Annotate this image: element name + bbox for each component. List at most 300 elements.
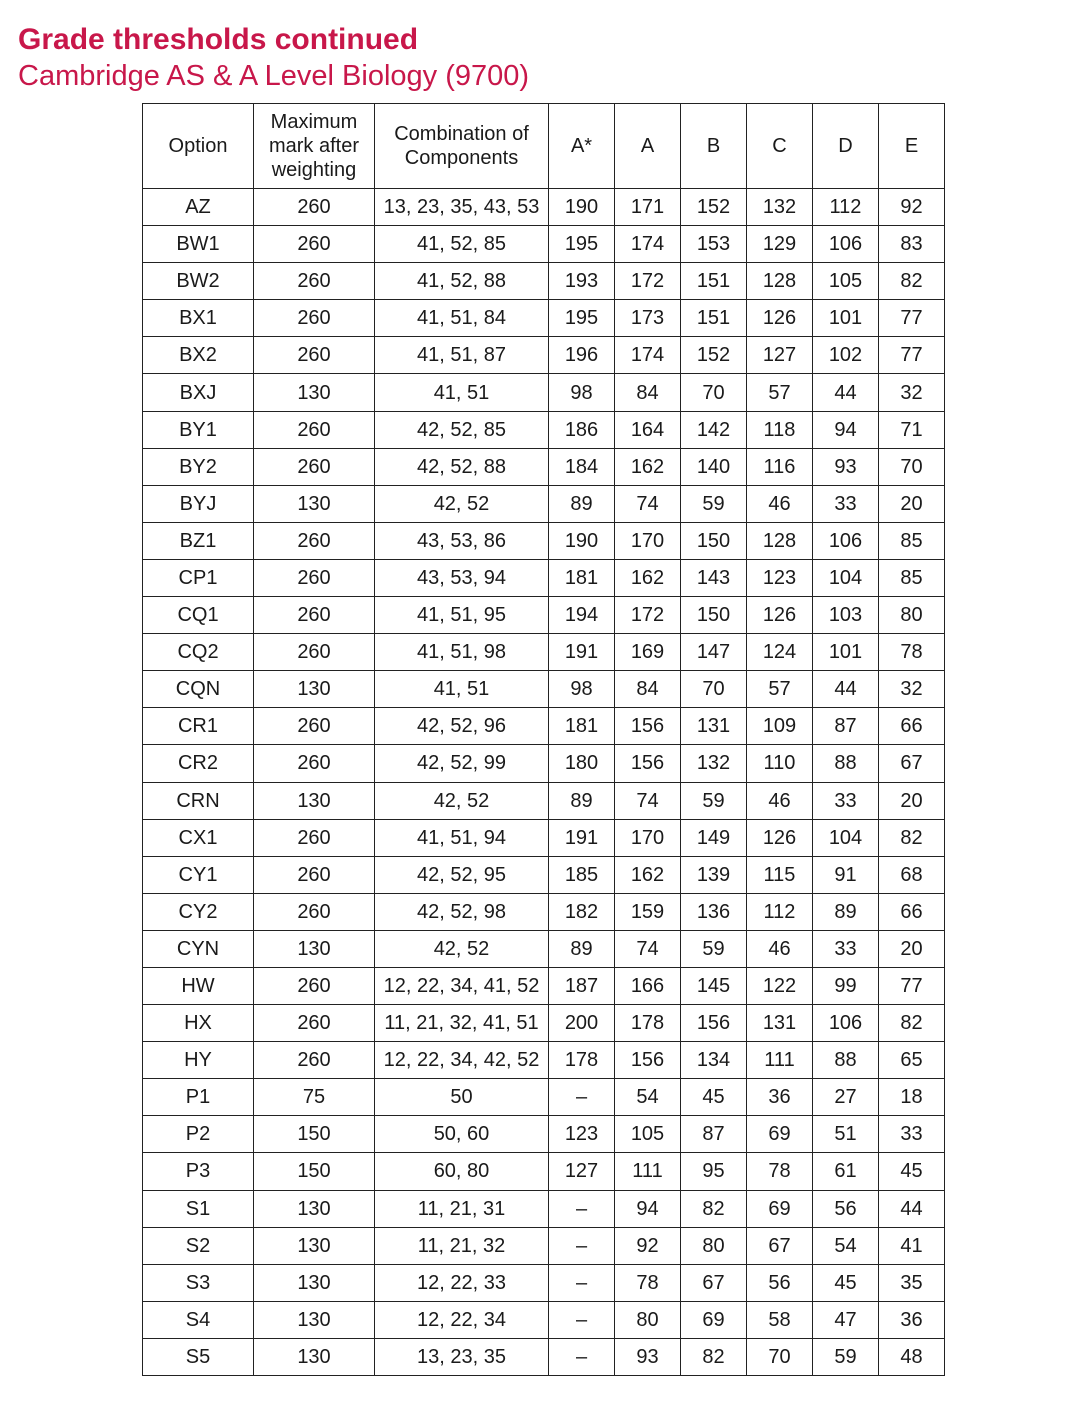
cell-grade-a-star: 123 — [549, 1116, 615, 1153]
cell-grade-d: 106 — [813, 1005, 879, 1042]
cell-combination: 42, 52 — [375, 485, 549, 522]
cell-grade-b: 70 — [681, 671, 747, 708]
cell-grade-a-star: 181 — [549, 708, 615, 745]
cell-grade-d: 101 — [813, 300, 879, 337]
cell-grade-a-star: 195 — [549, 300, 615, 337]
cell-grade-c: 110 — [747, 745, 813, 782]
cell-grade-d: 44 — [813, 671, 879, 708]
cell-max-mark: 260 — [254, 1042, 375, 1079]
cell-grade-d: 61 — [813, 1153, 879, 1190]
cell-max-mark: 260 — [254, 634, 375, 671]
cell-grade-e: 82 — [879, 819, 945, 856]
cell-grade-d: 106 — [813, 522, 879, 559]
cell-combination: 42, 52, 99 — [375, 745, 549, 782]
cell-max-mark: 130 — [254, 485, 375, 522]
cell-grade-a: 78 — [615, 1264, 681, 1301]
table-row — [143, 374, 945, 411]
cell-option: P2 — [143, 1116, 254, 1153]
cell-grade-d: 59 — [813, 1338, 879, 1375]
cell-grade-d: 103 — [813, 597, 879, 634]
cell-grade-e: 20 — [879, 485, 945, 522]
cell-grade-a-star: – — [549, 1338, 615, 1375]
cell-grade-b: 59 — [681, 782, 747, 819]
cell-combination: 13, 23, 35 — [375, 1338, 549, 1375]
cell-grade-a: 169 — [615, 634, 681, 671]
cell-grade-e: 45 — [879, 1153, 945, 1190]
cell-option: BX1 — [143, 300, 254, 337]
cell-combination: 41, 51, 84 — [375, 300, 549, 337]
cell-option: S3 — [143, 1264, 254, 1301]
table-row — [143, 782, 945, 819]
cell-max-mark: 260 — [254, 337, 375, 374]
header-max-mark-line: mark after — [268, 135, 360, 157]
cell-grade-d: 101 — [813, 634, 879, 671]
cell-max-mark: 130 — [254, 671, 375, 708]
cell-grade-b: 134 — [681, 1042, 747, 1079]
cell-grade-b: 156 — [681, 1005, 747, 1042]
cell-grade-c: 126 — [747, 597, 813, 634]
cell-grade-a-star: 180 — [549, 745, 615, 782]
table-row — [143, 1153, 945, 1190]
cell-grade-a: 174 — [615, 226, 681, 263]
table-row — [143, 263, 945, 300]
cell-combination: 42, 52, 88 — [375, 448, 549, 485]
table-row — [143, 1005, 945, 1042]
cell-grade-b: 59 — [681, 485, 747, 522]
cell-grade-b: 136 — [681, 893, 747, 930]
cell-grade-c: 67 — [747, 1227, 813, 1264]
table-header-row — [143, 104, 945, 189]
cell-grade-a: 105 — [615, 1116, 681, 1153]
cell-grade-e: 20 — [879, 782, 945, 819]
cell-option: CX1 — [143, 819, 254, 856]
cell-combination: 41, 51, 94 — [375, 819, 549, 856]
table-row — [143, 1338, 945, 1375]
cell-combination: 50, 60 — [375, 1116, 549, 1153]
cell-option: HY — [143, 1042, 254, 1079]
cell-grade-c: 46 — [747, 930, 813, 967]
header-grade-d: D — [813, 104, 879, 189]
cell-grade-e: 77 — [879, 300, 945, 337]
header-max-mark — [254, 104, 375, 189]
table-row — [143, 337, 945, 374]
cell-grade-e: 44 — [879, 1190, 945, 1227]
cell-max-mark: 260 — [254, 559, 375, 596]
cell-grade-a-star: 127 — [549, 1153, 615, 1190]
cell-grade-b: 82 — [681, 1338, 747, 1375]
cell-option: BYJ — [143, 485, 254, 522]
table-row — [143, 1042, 945, 1079]
cell-grade-a: 156 — [615, 708, 681, 745]
cell-combination: 41, 51 — [375, 374, 549, 411]
cell-grade-d: 89 — [813, 893, 879, 930]
table-row — [143, 597, 945, 634]
cell-combination: 12, 22, 34 — [375, 1301, 549, 1338]
cell-option: HX — [143, 1005, 254, 1042]
cell-max-mark: 260 — [254, 226, 375, 263]
cell-combination: 42, 52, 98 — [375, 893, 549, 930]
cell-grade-c: 46 — [747, 485, 813, 522]
cell-option: CY1 — [143, 856, 254, 893]
cell-grade-a-star: – — [549, 1227, 615, 1264]
cell-option: CY2 — [143, 893, 254, 930]
cell-grade-c: 56 — [747, 1264, 813, 1301]
cell-grade-e: 80 — [879, 597, 945, 634]
cell-grade-b: 147 — [681, 634, 747, 671]
cell-grade-a: 92 — [615, 1227, 681, 1264]
cell-combination: 12, 22, 33 — [375, 1264, 549, 1301]
cell-grade-a-star: 190 — [549, 522, 615, 559]
cell-grade-a-star: 89 — [549, 782, 615, 819]
cell-grade-a: 162 — [615, 559, 681, 596]
cell-grade-e: 71 — [879, 411, 945, 448]
cell-option: BX2 — [143, 337, 254, 374]
cell-grade-b: 150 — [681, 522, 747, 559]
cell-grade-a: 164 — [615, 411, 681, 448]
cell-grade-e: 77 — [879, 337, 945, 374]
cell-option: S5 — [143, 1338, 254, 1375]
cell-grade-e: 78 — [879, 634, 945, 671]
cell-grade-c: 57 — [747, 671, 813, 708]
cell-grade-d: 33 — [813, 930, 879, 967]
table-row — [143, 300, 945, 337]
cell-grade-a: 84 — [615, 671, 681, 708]
cell-grade-d: 88 — [813, 745, 879, 782]
cell-grade-b: 150 — [681, 597, 747, 634]
page-title: Grade thresholds continued — [18, 23, 419, 56]
cell-combination: 12, 22, 34, 41, 52 — [375, 967, 549, 1004]
cell-combination: 41, 52, 88 — [375, 263, 549, 300]
cell-grade-a-star: 194 — [549, 597, 615, 634]
cell-grade-e: 82 — [879, 263, 945, 300]
table-row — [143, 411, 945, 448]
table-row — [143, 1079, 945, 1116]
cell-max-mark: 260 — [254, 1005, 375, 1042]
cell-max-mark: 130 — [254, 1227, 375, 1264]
cell-grade-c: 46 — [747, 782, 813, 819]
cell-grade-b: 143 — [681, 559, 747, 596]
cell-grade-c: 122 — [747, 967, 813, 1004]
cell-grade-c: 70 — [747, 1338, 813, 1375]
cell-grade-a-star: 89 — [549, 930, 615, 967]
cell-grade-a-star: 195 — [549, 226, 615, 263]
cell-option: CYN — [143, 930, 254, 967]
cell-combination: 41, 52, 85 — [375, 226, 549, 263]
table-row — [143, 708, 945, 745]
cell-combination: 41, 51, 95 — [375, 597, 549, 634]
cell-grade-a-star: 187 — [549, 967, 615, 1004]
cell-grade-e: 36 — [879, 1301, 945, 1338]
cell-combination: 42, 52, 95 — [375, 856, 549, 893]
cell-grade-c: 36 — [747, 1079, 813, 1116]
cell-grade-e: 68 — [879, 856, 945, 893]
cell-grade-a-star: 182 — [549, 893, 615, 930]
cell-grade-d: 33 — [813, 485, 879, 522]
cell-combination: 41, 51, 98 — [375, 634, 549, 671]
cell-grade-d: 33 — [813, 782, 879, 819]
cell-grade-b: 131 — [681, 708, 747, 745]
cell-grade-d: 91 — [813, 856, 879, 893]
cell-combination: 43, 53, 94 — [375, 559, 549, 596]
cell-grade-b: 153 — [681, 226, 747, 263]
cell-grade-d: 105 — [813, 263, 879, 300]
cell-grade-a: 174 — [615, 337, 681, 374]
cell-grade-d: 56 — [813, 1190, 879, 1227]
cell-grade-a: 94 — [615, 1190, 681, 1227]
cell-grade-d: 112 — [813, 189, 879, 226]
table-row — [143, 930, 945, 967]
cell-grade-a: 178 — [615, 1005, 681, 1042]
cell-grade-b: 142 — [681, 411, 747, 448]
cell-grade-c: 128 — [747, 522, 813, 559]
cell-option: AZ — [143, 189, 254, 226]
cell-grade-c: 57 — [747, 374, 813, 411]
cell-grade-b: 87 — [681, 1116, 747, 1153]
cell-grade-e: 70 — [879, 448, 945, 485]
cell-grade-c: 118 — [747, 411, 813, 448]
cell-max-mark: 260 — [254, 411, 375, 448]
cell-grade-a: 74 — [615, 930, 681, 967]
cell-grade-a: 93 — [615, 1338, 681, 1375]
cell-grade-d: 27 — [813, 1079, 879, 1116]
cell-option: BY1 — [143, 411, 254, 448]
cell-option: CQ1 — [143, 597, 254, 634]
cell-grade-a: 166 — [615, 967, 681, 1004]
cell-combination: 12, 22, 34, 42, 52 — [375, 1042, 549, 1079]
cell-option: CP1 — [143, 559, 254, 596]
table-body — [143, 189, 945, 1376]
table-row — [143, 485, 945, 522]
cell-combination: 50 — [375, 1079, 549, 1116]
cell-grade-c: 131 — [747, 1005, 813, 1042]
cell-grade-c: 112 — [747, 893, 813, 930]
cell-option: P3 — [143, 1153, 254, 1190]
cell-grade-b: 145 — [681, 967, 747, 1004]
cell-grade-b: 67 — [681, 1264, 747, 1301]
table-row — [143, 522, 945, 559]
cell-grade-a: 173 — [615, 300, 681, 337]
cell-grade-b: 69 — [681, 1301, 747, 1338]
cell-grade-b: 95 — [681, 1153, 747, 1190]
cell-grade-a-star: – — [549, 1190, 615, 1227]
cell-option: CR1 — [143, 708, 254, 745]
cell-combination: 41, 51 — [375, 671, 549, 708]
cell-grade-a-star: 190 — [549, 189, 615, 226]
cell-max-mark: 150 — [254, 1116, 375, 1153]
cell-combination: 60, 80 — [375, 1153, 549, 1190]
cell-grade-a: 74 — [615, 782, 681, 819]
cell-grade-e: 92 — [879, 189, 945, 226]
cell-combination: 11, 21, 32 — [375, 1227, 549, 1264]
table-row — [143, 819, 945, 856]
header-grade-b: B — [681, 104, 747, 189]
cell-max-mark: 130 — [254, 374, 375, 411]
cell-grade-e: 66 — [879, 708, 945, 745]
cell-grade-d: 88 — [813, 1042, 879, 1079]
cell-grade-d: 102 — [813, 337, 879, 374]
cell-grade-e: 66 — [879, 893, 945, 930]
cell-grade-a-star: 98 — [549, 374, 615, 411]
table-row — [143, 893, 945, 930]
cell-grade-e: 85 — [879, 559, 945, 596]
cell-grade-b: 151 — [681, 300, 747, 337]
cell-grade-a: 172 — [615, 263, 681, 300]
cell-grade-a: 170 — [615, 522, 681, 559]
cell-grade-a-star: – — [549, 1264, 615, 1301]
cell-grade-a: 54 — [615, 1079, 681, 1116]
cell-max-mark: 260 — [254, 856, 375, 893]
header-combination-line: Combination of — [394, 123, 529, 145]
cell-grade-c: 123 — [747, 559, 813, 596]
cell-grade-a: 156 — [615, 745, 681, 782]
cell-grade-b: 59 — [681, 930, 747, 967]
cell-max-mark: 130 — [254, 1301, 375, 1338]
page-subtitle: Cambridge AS & A Level Biology (9700) — [18, 60, 530, 92]
cell-option: CQ2 — [143, 634, 254, 671]
cell-option: S4 — [143, 1301, 254, 1338]
cell-grade-e: 67 — [879, 745, 945, 782]
cell-grade-a: 162 — [615, 448, 681, 485]
cell-grade-a-star: 98 — [549, 671, 615, 708]
cell-grade-c: 109 — [747, 708, 813, 745]
header-grade-e: E — [879, 104, 945, 189]
cell-grade-a: 111 — [615, 1153, 681, 1190]
cell-grade-d: 54 — [813, 1227, 879, 1264]
cell-grade-d: 47 — [813, 1301, 879, 1338]
cell-grade-a: 171 — [615, 189, 681, 226]
cell-grade-e: 85 — [879, 522, 945, 559]
cell-grade-c: 126 — [747, 300, 813, 337]
table-row — [143, 559, 945, 596]
cell-grade-e: 35 — [879, 1264, 945, 1301]
cell-grade-a: 156 — [615, 1042, 681, 1079]
cell-max-mark: 130 — [254, 930, 375, 967]
cell-grade-a-star: 89 — [549, 485, 615, 522]
cell-combination: 41, 51, 87 — [375, 337, 549, 374]
cell-max-mark: 260 — [254, 597, 375, 634]
cell-grade-d: 99 — [813, 967, 879, 1004]
cell-grade-a-star: 191 — [549, 819, 615, 856]
cell-option: HW — [143, 967, 254, 1004]
cell-grade-a-star: 184 — [549, 448, 615, 485]
cell-grade-c: 132 — [747, 189, 813, 226]
table-row — [143, 745, 945, 782]
cell-grade-c: 124 — [747, 634, 813, 671]
cell-grade-b: 82 — [681, 1190, 747, 1227]
header-combination-line: Components — [404, 147, 519, 169]
cell-combination: 11, 21, 31 — [375, 1190, 549, 1227]
cell-max-mark: 260 — [254, 263, 375, 300]
cell-grade-b: 149 — [681, 819, 747, 856]
cell-grade-a-star: – — [549, 1301, 615, 1338]
cell-grade-c: 58 — [747, 1301, 813, 1338]
cell-grade-d: 87 — [813, 708, 879, 745]
cell-max-mark: 260 — [254, 300, 375, 337]
cell-grade-b: 140 — [681, 448, 747, 485]
cell-max-mark: 75 — [254, 1079, 375, 1116]
cell-grade-d: 44 — [813, 374, 879, 411]
cell-option: S1 — [143, 1190, 254, 1227]
cell-option: CQN — [143, 671, 254, 708]
cell-max-mark: 260 — [254, 522, 375, 559]
cell-grade-a-star: 178 — [549, 1042, 615, 1079]
cell-max-mark: 260 — [254, 967, 375, 1004]
cell-grade-b: 151 — [681, 263, 747, 300]
cell-max-mark: 260 — [254, 819, 375, 856]
table-row — [143, 1301, 945, 1338]
cell-option: BW2 — [143, 263, 254, 300]
header-max-mark-line: weighting — [271, 159, 357, 181]
cell-grade-b: 152 — [681, 189, 747, 226]
cell-grade-a-star: – — [549, 1079, 615, 1116]
cell-grade-a-star: 193 — [549, 263, 615, 300]
cell-grade-a: 74 — [615, 485, 681, 522]
cell-grade-c: 69 — [747, 1190, 813, 1227]
cell-max-mark: 260 — [254, 745, 375, 782]
cell-grade-a-star: 185 — [549, 856, 615, 893]
cell-grade-c: 116 — [747, 448, 813, 485]
cell-grade-a-star: 181 — [549, 559, 615, 596]
cell-grade-a: 170 — [615, 819, 681, 856]
header-grade-a: A — [615, 104, 681, 189]
cell-grade-c: 115 — [747, 856, 813, 893]
cell-combination: 11, 21, 32, 41, 51 — [375, 1005, 549, 1042]
cell-grade-a: 172 — [615, 597, 681, 634]
cell-max-mark: 260 — [254, 708, 375, 745]
cell-combination: 42, 52, 96 — [375, 708, 549, 745]
cell-grade-a-star: 186 — [549, 411, 615, 448]
cell-max-mark: 260 — [254, 893, 375, 930]
cell-grade-e: 83 — [879, 226, 945, 263]
header-option: Option — [143, 104, 254, 189]
cell-grade-a-star: 200 — [549, 1005, 615, 1042]
cell-grade-c: 129 — [747, 226, 813, 263]
cell-grade-a: 80 — [615, 1301, 681, 1338]
cell-combination: 13, 23, 35, 43, 53 — [375, 189, 549, 226]
cell-max-mark: 150 — [254, 1153, 375, 1190]
cell-grade-d: 104 — [813, 819, 879, 856]
cell-combination: 43, 53, 86 — [375, 522, 549, 559]
cell-grade-e: 32 — [879, 671, 945, 708]
cell-option: BXJ — [143, 374, 254, 411]
table-row — [143, 189, 945, 226]
cell-grade-b: 139 — [681, 856, 747, 893]
cell-grade-b: 132 — [681, 745, 747, 782]
cell-option: BY2 — [143, 448, 254, 485]
header-max-mark-line: Maximum — [270, 111, 358, 133]
cell-grade-a-star: 196 — [549, 337, 615, 374]
cell-combination: 42, 52 — [375, 782, 549, 819]
cell-option: BW1 — [143, 226, 254, 263]
cell-option: BZ1 — [143, 522, 254, 559]
cell-combination: 42, 52, 85 — [375, 411, 549, 448]
cell-grade-c: 69 — [747, 1116, 813, 1153]
table-row — [143, 1264, 945, 1301]
table-row — [143, 448, 945, 485]
cell-grade-d: 106 — [813, 226, 879, 263]
cell-grade-e: 65 — [879, 1042, 945, 1079]
table-row — [143, 1190, 945, 1227]
cell-max-mark: 260 — [254, 448, 375, 485]
cell-grade-e: 48 — [879, 1338, 945, 1375]
cell-grade-d: 51 — [813, 1116, 879, 1153]
cell-grade-d: 94 — [813, 411, 879, 448]
header-combination — [375, 104, 549, 189]
table-row — [143, 856, 945, 893]
table-row — [143, 671, 945, 708]
cell-grade-e: 20 — [879, 930, 945, 967]
cell-grade-d: 93 — [813, 448, 879, 485]
